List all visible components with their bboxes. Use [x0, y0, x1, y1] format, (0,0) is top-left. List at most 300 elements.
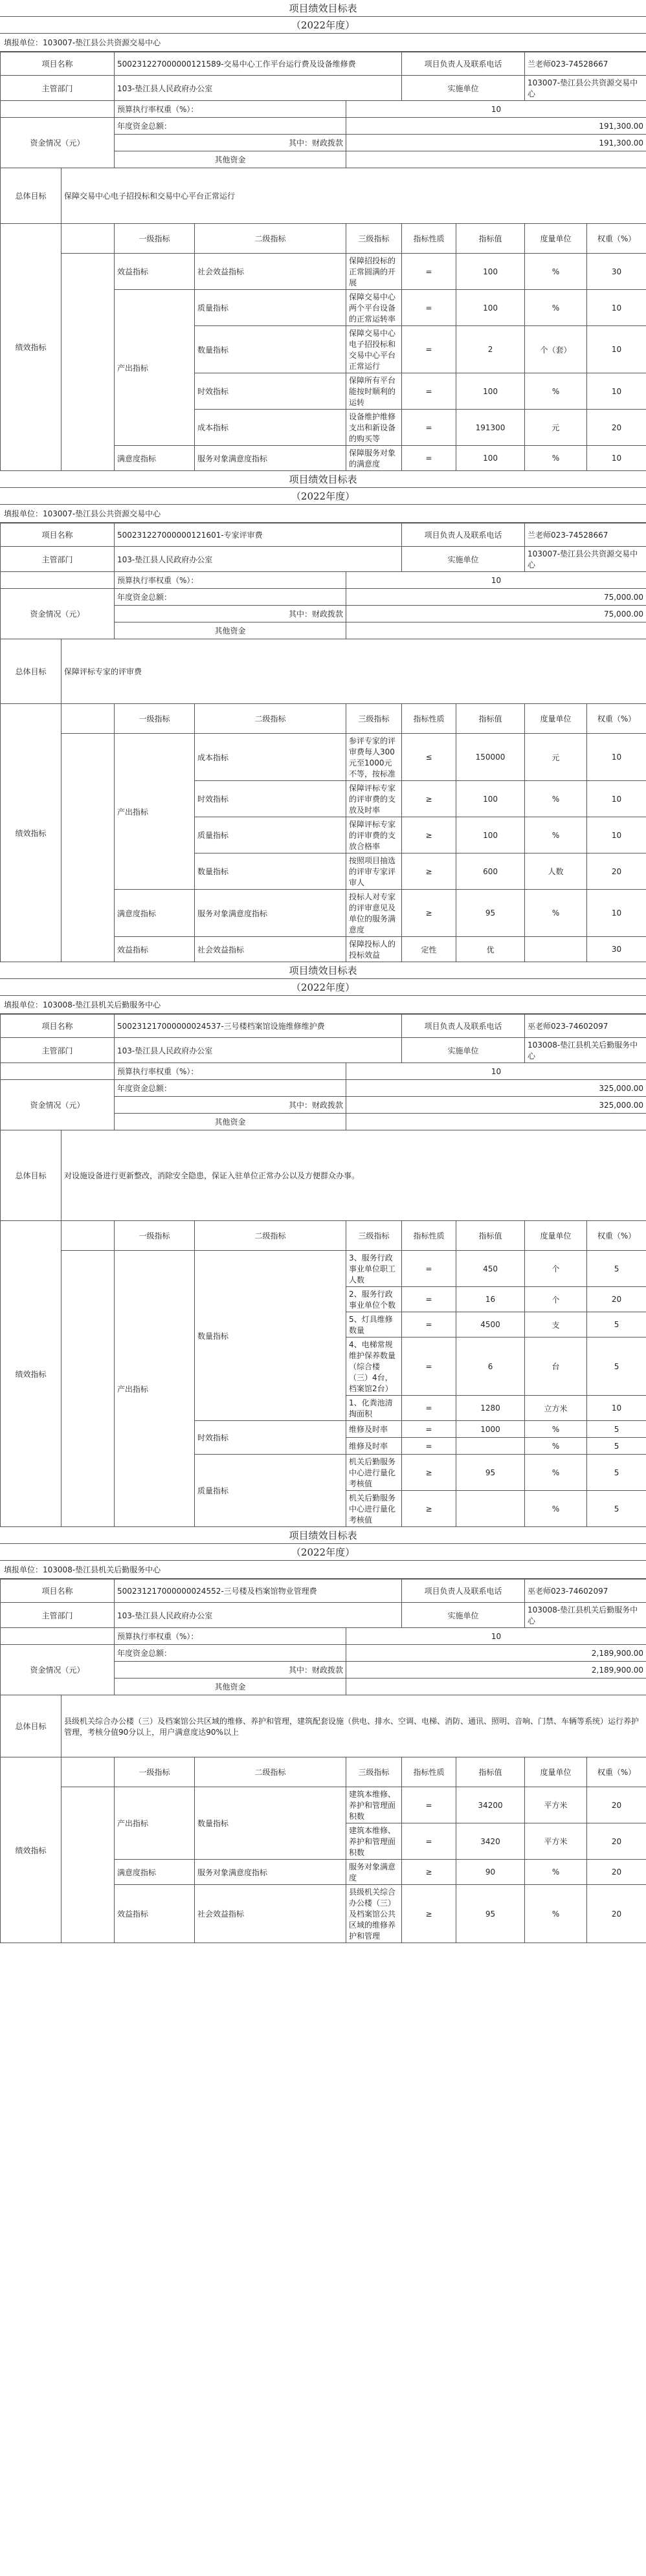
measure-unit: 立方米	[525, 1396, 587, 1421]
level3-indicator: 保障评标专家的评审费的支放合格率	[346, 817, 402, 853]
dept-value: 103-垫江县人民政府办公室	[115, 1038, 402, 1063]
dept-value: 103-垫江县人民政府办公室	[115, 547, 402, 572]
weight-value: 5	[587, 1312, 646, 1338]
column-header: 指标值	[456, 704, 525, 734]
column-header: 指标值	[456, 1757, 525, 1787]
measure-unit: %	[525, 290, 587, 326]
level2-indicator: 时效指标	[195, 1421, 346, 1455]
table-row	[1, 168, 646, 224]
impl-label: 实施单位	[402, 1038, 525, 1063]
column-header: 指标性质	[402, 1757, 456, 1787]
table-title: 项目绩效目标表	[0, 471, 646, 488]
measure-unit	[525, 937, 587, 962]
indicator-nature: =	[402, 1251, 456, 1287]
fund-total-label: 年度资金总额：	[115, 589, 346, 606]
fund-total-label: 年度资金总额：	[115, 1080, 346, 1097]
indicator-value: 4500	[456, 1312, 525, 1338]
dept-value: 103-垫江县人民政府办公室	[115, 76, 402, 101]
indicator-nature: ≥	[402, 1491, 456, 1527]
column-header: 三级指标	[346, 224, 402, 254]
indicator-value: 34200	[456, 1787, 525, 1823]
table-row	[1, 118, 646, 135]
fund-other-label: 其他资金	[115, 1114, 346, 1130]
contact-value: 兰老师023-74528667	[525, 52, 646, 76]
level1-indicator: 效益指标	[115, 254, 195, 290]
level2-indicator: 社会效益指标	[195, 1885, 346, 1943]
impl-value: 103008-垫江县机关后勤服务中心	[525, 1603, 646, 1628]
fund-fiscal-label: 其中：财政拨款	[115, 135, 346, 151]
level1-indicator: 满意度指标	[115, 1860, 195, 1885]
indicator-value: 1000	[456, 1421, 525, 1438]
indicator-value: 450	[456, 1251, 525, 1287]
level3-indicator: 4、电梯常规维护保养数量（综合楼（三）4台，档案馆2台）	[346, 1338, 402, 1396]
fund-label: 资金情况（元）	[1, 118, 115, 168]
indicator-value: 600	[456, 853, 525, 890]
weight-value: 10	[587, 326, 646, 373]
level3-indicator: 5、灯具维修数量	[346, 1312, 402, 1338]
rate-spacer	[1, 101, 115, 118]
fund-fiscal-value: 2,189,900.00	[346, 1662, 646, 1679]
indicator-value: 150000	[456, 734, 525, 781]
table-row	[1, 1787, 646, 1823]
filler-value: 103007-垫江县公共资源交易中心	[43, 38, 161, 47]
target-table	[0, 52, 646, 471]
column-header: 二级指标	[195, 224, 346, 254]
level3-indicator: 建筑本维修、养护和管理面积数	[346, 1823, 402, 1860]
fund-fiscal-label: 其中：财政拨款	[115, 1662, 346, 1679]
filler-unit	[0, 34, 646, 52]
dept-label: 主管部门	[1, 547, 115, 572]
goal-label: 总体目标	[1, 1130, 61, 1221]
impl-label: 实施单位	[402, 1603, 525, 1628]
contact-value: 巫老师023-74602097	[525, 1580, 646, 1603]
target-table	[0, 1014, 646, 1527]
level2-indicator: 社会效益指标	[195, 937, 346, 962]
filler-label: 填报单位：	[4, 38, 43, 47]
rate-label: 预算执行率权重（%）：	[115, 572, 346, 589]
level3-indicator: 保障交易中心两个平台设备的正常运转率	[346, 290, 402, 326]
contact-label: 项目负责人及联系电话	[402, 1015, 525, 1038]
goal-text: 保障交易中心电子招投标和交易中心平台正常运行	[61, 168, 646, 224]
level3-indicator: 机关后勤服务中心进行量化考核值	[346, 1491, 402, 1527]
level1-indicator: 满意度指标	[115, 446, 195, 471]
weight-value: 10	[587, 373, 646, 410]
table-row	[1, 76, 646, 101]
measure-unit: %	[525, 446, 587, 471]
column-header: 三级指标	[346, 1757, 402, 1787]
level3-indicator: 保障评标专家的评审费的支放及时率	[346, 781, 402, 817]
indicator-nature: =	[402, 1338, 456, 1396]
weight-value: 30	[587, 937, 646, 962]
weight-value: 10	[587, 817, 646, 853]
level3-indicator: 2、服务行政事业单位个数	[346, 1287, 402, 1312]
weight-value: 10	[587, 734, 646, 781]
level2-indicator: 时效指标	[195, 781, 346, 817]
fund-label: 资金情况（元）	[1, 1080, 115, 1130]
table-year: （2022年度）	[0, 488, 646, 505]
weight-value: 10	[587, 781, 646, 817]
weight-value: 10	[587, 446, 646, 471]
table-year: （2022年度）	[0, 979, 646, 996]
weight-value: 5	[587, 1421, 646, 1438]
table-row	[1, 224, 646, 254]
indicator-nature: =	[402, 410, 456, 446]
measure-unit: 台	[525, 1338, 587, 1396]
indicator-value	[456, 1491, 525, 1527]
weight-value: 10	[587, 290, 646, 326]
rate-spacer	[1, 572, 115, 589]
indicator-nature: =	[402, 1421, 456, 1438]
table-row	[1, 1645, 646, 1662]
rate-value: 10	[346, 572, 646, 589]
level3-indicator: 维修及时率	[346, 1421, 402, 1438]
dept-label: 主管部门	[1, 76, 115, 101]
rate-value: 10	[346, 1063, 646, 1080]
indicator-nature: =	[402, 1823, 456, 1860]
table-title: 项目绩效目标表	[0, 962, 646, 979]
table-title: 项目绩效目标表	[0, 0, 646, 17]
rate-label: 预算执行率权重（%）：	[115, 1063, 346, 1080]
filler-label: 填报单位：	[4, 1565, 43, 1574]
project-name: 500231217000000024537-三号楼档案馆设施维修维护费	[115, 1015, 402, 1038]
project-name-label: 项目名称	[1, 52, 115, 76]
table-row	[1, 523, 646, 547]
indicator-nature: ≥	[402, 1455, 456, 1491]
column-header: 度量单位	[525, 1221, 587, 1251]
fund-fiscal-label: 其中：财政拨款	[115, 606, 346, 622]
goal-text: 保障评标专家的评审费	[61, 639, 646, 704]
indicator-nature: =	[402, 373, 456, 410]
column-header: 权重（%）	[587, 1221, 646, 1251]
goal-text: 县级机关综合办公楼（三）及档案馆公共区域的维修、养护和管理，建筑配套设施（供电、排水、空调、电梯、消防、通讯、照明、音响、门禁、车辆等系统）运行养护管理，考核分值90分以上，用户满意度达90%以上	[61, 1695, 646, 1757]
rate-label: 预算执行率权重（%）：	[115, 1628, 346, 1645]
filler-label: 填报单位：	[4, 509, 43, 518]
impl-value: 103008-垫江县机关后勤服务中心	[525, 1038, 646, 1063]
perf-label: 绩效指标	[1, 1757, 61, 1943]
dept-label: 主管部门	[1, 1038, 115, 1063]
column-header: 一级指标	[115, 1221, 195, 1251]
perf-spacer	[61, 704, 115, 734]
measure-unit: 个	[525, 1251, 587, 1287]
level3-indicator: 3、服务行政事业单位职工人数	[346, 1251, 402, 1287]
indicator-value: 95	[456, 1885, 525, 1943]
fund-other-label: 其他资金	[115, 151, 346, 168]
weight-value: 20	[587, 1823, 646, 1860]
indicator-value: 100	[456, 781, 525, 817]
measure-unit: 个（套）	[525, 326, 587, 373]
level1-indicator: 产出指标	[115, 290, 195, 446]
table-row	[1, 704, 646, 734]
goal-text: 对设施设备进行更新整改，消除安全隐患，保证入驻单位正常办公以及方便群众办事。	[61, 1130, 646, 1221]
target-table	[0, 1579, 646, 1943]
level3-indicator: 保障所有平台能按时顺利的运转	[346, 373, 402, 410]
measure-unit: %	[525, 781, 587, 817]
table-year: （2022年度）	[0, 1544, 646, 1561]
rate-spacer	[1, 1628, 115, 1645]
fund-total-value: 75,000.00	[346, 589, 646, 606]
level2-indicator: 数量指标	[195, 326, 346, 373]
indicator-nature: =	[402, 1312, 456, 1338]
goal-label: 总体目标	[1, 1695, 61, 1757]
table-row	[1, 1063, 646, 1080]
indicator-nature: ≥	[402, 1885, 456, 1943]
indicator-nature: ≥	[402, 1860, 456, 1885]
level2-indicator: 社会效益指标	[195, 254, 346, 290]
level3-indicator: 按照项目抽选的评审专家评审人	[346, 853, 402, 890]
table-row	[1, 254, 646, 290]
rate-label: 预算执行率权重（%）：	[115, 101, 346, 118]
column-header: 三级指标	[346, 704, 402, 734]
filler-value: 103008-垫江县机关后勤服务中心	[43, 1000, 161, 1009]
weight-value: 5	[587, 1438, 646, 1455]
perf-spacer	[61, 1757, 115, 1787]
fund-total-label: 年度资金总额：	[115, 1645, 346, 1662]
table-row	[1, 572, 646, 589]
goal-label: 总体目标	[1, 639, 61, 704]
table-row	[1, 1603, 646, 1628]
dept-value: 103-垫江县人民政府办公室	[115, 1603, 402, 1628]
fund-other-label: 其他资金	[115, 622, 346, 639]
level3-indicator: 保障服务对象的满意度	[346, 446, 402, 471]
indicator-nature: =	[402, 1396, 456, 1421]
level3-indicator: 服务对象满意度	[346, 1860, 402, 1885]
contact-value: 兰老师023-74528667	[525, 523, 646, 547]
column-header: 一级指标	[115, 704, 195, 734]
level2-indicator: 质量指标	[195, 290, 346, 326]
level3-indicator: 参评专家的评审费每人300元至1000元不等，按标准	[346, 734, 402, 781]
fund-other-value	[346, 1679, 646, 1695]
indicator-nature: =	[402, 446, 456, 471]
fund-fiscal-label: 其中：财政拨款	[115, 1097, 346, 1114]
indicator-value: 2	[456, 326, 525, 373]
fund-fiscal-value: 191,300.00	[346, 135, 646, 151]
weight-value: 10	[587, 1396, 646, 1421]
table-row	[1, 589, 646, 606]
level2-indicator: 数量指标	[195, 853, 346, 890]
column-header: 二级指标	[195, 1757, 346, 1787]
measure-unit: %	[525, 817, 587, 853]
table-row	[1, 1628, 646, 1645]
level2-indicator: 服务对象满意度指标	[195, 890, 346, 937]
indicator-value: 1280	[456, 1396, 525, 1421]
weight-value: 20	[587, 1885, 646, 1943]
table-row	[1, 1130, 646, 1221]
level2-indicator: 数量指标	[195, 1787, 346, 1860]
perf-spacer-col	[61, 254, 115, 471]
indicator-nature: ≤	[402, 734, 456, 781]
level2-indicator: 服务对象满意度指标	[195, 446, 346, 471]
level3-indicator: 保障交易中心电子招投标和交易中心平台正常运行	[346, 326, 402, 373]
measure-unit: %	[525, 890, 587, 937]
perf-label: 绩效指标	[1, 1221, 61, 1527]
indicator-nature: =	[402, 1787, 456, 1823]
measure-unit: 人数	[525, 853, 587, 890]
measure-unit: %	[525, 254, 587, 290]
fund-label: 资金情况（元）	[1, 589, 115, 639]
weight-value: 5	[587, 1251, 646, 1287]
indicator-value: 191300	[456, 410, 525, 446]
weight-value: 30	[587, 254, 646, 290]
contact-label: 项目负责人及联系电话	[402, 52, 525, 76]
indicator-value: 16	[456, 1287, 525, 1312]
indicator-nature: ≥	[402, 781, 456, 817]
indicator-value: 100	[456, 446, 525, 471]
indicator-nature: =	[402, 1287, 456, 1312]
measure-unit: 平方米	[525, 1823, 587, 1860]
project-name: 500231217000000024552-三号楼及档案馆物业管理费	[115, 1580, 402, 1603]
perf-spacer-col	[61, 1787, 115, 1943]
column-header: 指标值	[456, 224, 525, 254]
indicator-value: 优	[456, 937, 525, 962]
level3-indicator: 维修及时率	[346, 1438, 402, 1455]
rate-spacer	[1, 1063, 115, 1080]
measure-unit: %	[525, 1455, 587, 1491]
table-row	[1, 1757, 646, 1787]
table-row	[1, 1580, 646, 1603]
fund-other-value	[346, 151, 646, 168]
indicator-value	[456, 1438, 525, 1455]
fund-other-label: 其他资金	[115, 1679, 346, 1695]
indicator-nature: =	[402, 1438, 456, 1455]
indicator-nature: =	[402, 326, 456, 373]
table-title: 项目绩效目标表	[0, 1527, 646, 1544]
perf-spacer	[61, 224, 115, 254]
table-row	[1, 52, 646, 76]
table-row	[1, 547, 646, 572]
level3-indicator: 县级机关综合办公楼（三）及档案馆公共区域的维修养护和管理	[346, 1885, 402, 1943]
measure-unit: %	[525, 1860, 587, 1885]
level3-indicator: 设备维护维修支出和新设备的购买等	[346, 410, 402, 446]
target-table	[0, 523, 646, 962]
column-header: 一级指标	[115, 1757, 195, 1787]
column-header: 度量单位	[525, 1757, 587, 1787]
level2-indicator: 时效指标	[195, 373, 346, 410]
level2-indicator: 数量指标	[195, 1251, 346, 1421]
column-header: 度量单位	[525, 704, 587, 734]
weight-value: 5	[587, 1491, 646, 1527]
indicator-nature: =	[402, 290, 456, 326]
weight-value: 5	[587, 1338, 646, 1396]
goal-label: 总体目标	[1, 168, 61, 224]
rate-value: 10	[346, 101, 646, 118]
column-header: 指标性质	[402, 704, 456, 734]
weight-value: 20	[587, 1860, 646, 1885]
indicator-value: 3420	[456, 1823, 525, 1860]
filler-value: 103008-垫江县机关后勤服务中心	[43, 1565, 161, 1574]
table-row	[1, 101, 646, 118]
table-row	[1, 1015, 646, 1038]
table-row	[1, 1038, 646, 1063]
indicator-value: 95	[456, 1455, 525, 1491]
contact-label: 项目负责人及联系电话	[402, 1580, 525, 1603]
fund-total-value: 325,000.00	[346, 1080, 646, 1097]
project-name-label: 项目名称	[1, 1015, 115, 1038]
indicator-value: 100	[456, 817, 525, 853]
measure-unit: %	[525, 1491, 587, 1527]
level1-indicator: 产出指标	[115, 734, 195, 890]
level1-indicator: 效益指标	[115, 1885, 195, 1943]
column-header: 二级指标	[195, 1221, 346, 1251]
column-header: 权重（%）	[587, 1757, 646, 1787]
fund-label: 资金情况（元）	[1, 1645, 115, 1695]
indicator-value: 100	[456, 373, 525, 410]
weight-value: 20	[587, 1287, 646, 1312]
measure-unit: %	[525, 1885, 587, 1943]
level3-indicator: 1、化粪池清掏面积	[346, 1396, 402, 1421]
weight-value: 20	[587, 1787, 646, 1823]
contact-label: 项目负责人及联系电话	[402, 523, 525, 547]
table-row	[1, 1221, 646, 1251]
impl-value: 103007-垫江县公共资源交易中心	[525, 76, 646, 101]
level2-indicator: 成本指标	[195, 410, 346, 446]
filler-unit	[0, 1561, 646, 1579]
column-header: 一级指标	[115, 224, 195, 254]
measure-unit: %	[525, 1438, 587, 1455]
column-header: 权重（%）	[587, 704, 646, 734]
fund-other-value	[346, 1114, 646, 1130]
level2-indicator: 质量指标	[195, 817, 346, 853]
column-header: 权重（%）	[587, 224, 646, 254]
fund-total-label: 年度资金总额：	[115, 118, 346, 135]
indicator-value: 100	[456, 290, 525, 326]
table-row	[1, 1080, 646, 1097]
filler-unit	[0, 996, 646, 1014]
indicator-nature: ≥	[402, 853, 456, 890]
indicator-value: 95	[456, 890, 525, 937]
column-header: 指标性质	[402, 224, 456, 254]
table-row	[1, 734, 646, 781]
column-header: 指标值	[456, 1221, 525, 1251]
fund-total-value: 191,300.00	[346, 118, 646, 135]
level1-indicator: 产出指标	[115, 1787, 195, 1860]
table-year: （2022年度）	[0, 17, 646, 34]
impl-label: 实施单位	[402, 76, 525, 101]
weight-value: 20	[587, 410, 646, 446]
level1-indicator: 产出指标	[115, 1251, 195, 1527]
indicator-value: 100	[456, 254, 525, 290]
level2-indicator: 服务对象满意度指标	[195, 1860, 346, 1885]
measure-unit: 支	[525, 1312, 587, 1338]
level2-indicator: 质量指标	[195, 1455, 346, 1527]
filler-label: 填报单位：	[4, 1000, 43, 1009]
project-name: 500231227000000121589-交易中心工作平台运行费及设备维修费	[115, 52, 402, 76]
measure-unit: 个	[525, 1287, 587, 1312]
filler-unit	[0, 505, 646, 523]
column-header: 度量单位	[525, 224, 587, 254]
column-header: 二级指标	[195, 704, 346, 734]
column-header: 指标性质	[402, 1221, 456, 1251]
indicator-nature: ≥	[402, 817, 456, 853]
perf-spacer	[61, 1221, 115, 1251]
project-name-label: 项目名称	[1, 523, 115, 547]
column-header: 三级指标	[346, 1221, 402, 1251]
level3-indicator: 机关后勤服务中心进行量化考核值	[346, 1455, 402, 1491]
perf-label: 绩效指标	[1, 704, 61, 962]
indicator-nature: 定性	[402, 937, 456, 962]
measure-unit: 元	[525, 734, 587, 781]
level3-indicator: 投标人对专家的评审意见及单位的服务满意度	[346, 890, 402, 937]
table-row	[1, 1695, 646, 1757]
dept-label: 主管部门	[1, 1603, 115, 1628]
project-name: 500231227000000121601-专家评审费	[115, 523, 402, 547]
impl-label: 实施单位	[402, 547, 525, 572]
weight-value: 10	[587, 890, 646, 937]
perf-spacer-col	[61, 1251, 115, 1527]
measure-unit: %	[525, 1421, 587, 1438]
level1-indicator: 效益指标	[115, 937, 195, 962]
weight-value: 20	[587, 853, 646, 890]
indicator-nature: =	[402, 254, 456, 290]
